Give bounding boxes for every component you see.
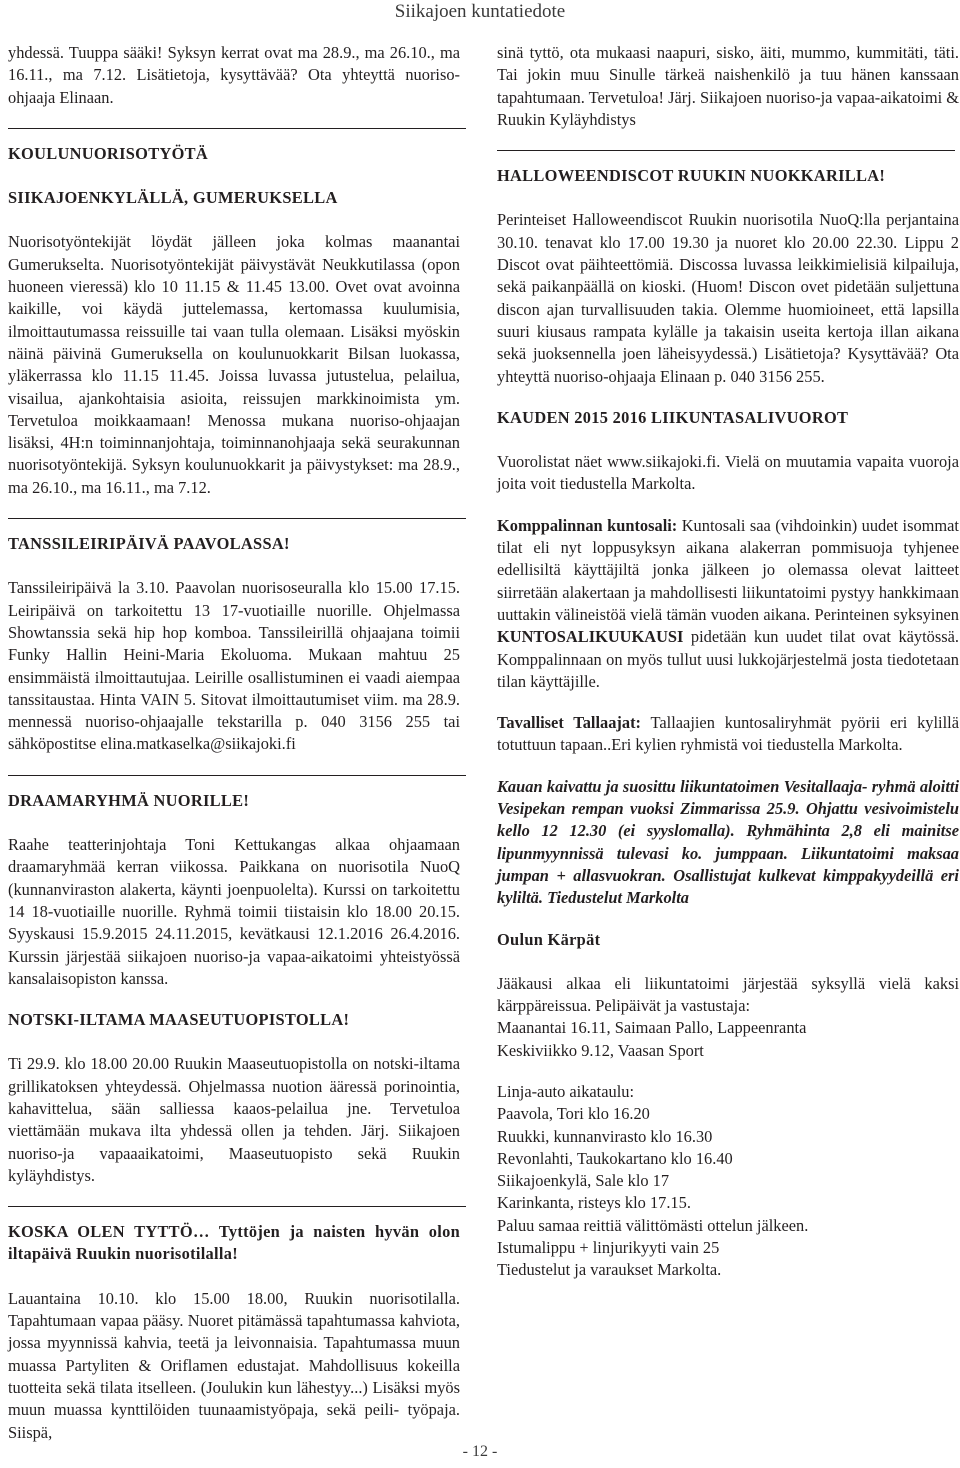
bus-line: Linja-auto aikataulu: xyxy=(497,1081,634,1101)
liikuntasalivuorot-section xyxy=(497,407,959,496)
tallaajat-lead: Tavalliset Tallaajat: xyxy=(497,713,641,733)
karpat-game: Keskiviikko 9.12, Vaasan Sport xyxy=(497,1040,704,1060)
bus-line: Ruukki, kunnanvirasto klo 16.30 xyxy=(497,1126,713,1146)
halloween-body: Perinteiset Halloweendiscot Ruukin nuorisotila NuoQ:lla perjantaina 30.10. tenavat klo 17.00 19.30 ja nuoret klo 20.00 22.30. Lippu 2 Discot ovat päihteettömiä. Discossa luvassa leikkimielisiä kilpailuja, sekä paikanpäällä on kioski. (Huom! Discon ovet pidetään suljettuna discon ajan turvallisuuden takia. Olemme huomioineet, että lapsilla suuri kiusaus rampata kylälle ja takaisin useita kertoja illan aikana sekä juoksennella joen läheisyydessä.) Lisätietoja? Kysyttävää? Ota yhteyttä nuoriso-ohjaaja Elinaan p. 040 3156 255. xyxy=(497,210,959,386)
right-column xyxy=(497,42,959,1301)
karpat-body: Jääkausi alkaa eli liikuntatoimi järjestää syksyllä vielä kaksi kärppäreissua. Pelipäivät ja vastustaja: xyxy=(497,973,959,1016)
bus-line: Revonlahti, Taukokartano klo 16.40 xyxy=(497,1148,733,1168)
bus-line: Paavola, Tori klo 16.20 xyxy=(497,1104,650,1124)
tytto-section xyxy=(8,1221,460,1444)
koulunuorisotyo-heading-1: KOULUNUORISOTYÖTÄ xyxy=(8,143,208,163)
komppalinna-body-2: pidetään kun uudet tilat ovat käytössä. Komppalinnaan on myös tullut uusi lukkojärjestelmä josta tiedotetaan tilan käyttäjille. xyxy=(497,627,959,691)
bus-line: Paluu samaa reittiä välittömästi ottelun jälkeen. xyxy=(497,1215,809,1235)
page-number: - 12 - xyxy=(462,1443,498,1460)
liikuntasalivuorot-heading: KAUDEN 2015 2016 LIIKUNTASALIVUOROT xyxy=(497,407,849,427)
komppalinna-section xyxy=(497,515,959,693)
tallaajat-paragraph xyxy=(497,712,959,757)
tytto-body: Lauantaina 10.10. klo 15.00 18.00, Ruukin nuorisotilalla. Tapahtumaan vapaa pääsy. Nuoret pitämässä tapahtumassa kahviota, jossa myynnissä kahvia, teetä ja leivonnaisia. Tapahtumassa muun muassa Partyliten & Oriflamen edustajat. Mahdollisuus kokeilla tuotteita sekä tilata itselleen. (Joulukin kun lähestyy...) Lisäksi myös muun muassa kynttilöiden tuunaamistyöpaja, sekä peili- työpaja. Siispä, xyxy=(8,1288,460,1442)
komppalinna-paragraph xyxy=(497,515,959,693)
intro-text-right xyxy=(497,42,959,131)
draamaryhma-body: Raahe teatterinjohtaja Toni Kettukangas alkaa ohjaamaan draamaryhmää kerran viikossa. Paikkana on nuorisotila NuoQ (kunnanviraston alakerta, käynti joenpuolelta). Kurssi on tarkoitettu 14 18-vuotiaille nuorille. Ryhmä toimii tiistaisin klo 18.00 20.15. Syyskausi 15.9.2015 24.11.2015, kevätkausi 12.1.2016 26.4.2016. Kurssin järjestää siikajoen nuoriso-ja vapaa-aikatoimi yhteistyössä kansalaisopiston kanssa. xyxy=(8,835,460,988)
komppalinna-body-1: Kuntosali saa (vihdoinkin) uudet isommat tilat eli nyt loppusyksyn aikana alakerran pommisuoja tyhjenee edellisiltä käyttäjiltä jonka jälkeen jo olemassa olevat laitteet siirretään alakertaan ja mahdollisesti liikuntatoimi pystyy hankkimaan uuttakin välineistöä vielä tämän vuoden aikana. Perinteinen syksyinen xyxy=(497,515,959,624)
draamaryhma-heading: DRAAMARYHMÄ NUORILLE! xyxy=(8,790,250,810)
tanssileiri-body: Tanssileiripäivä la 3.10. Paavolan nuorisoseuralla klo 15.00 17.15. Leiripäivä on tarkoitettu 13 17-vuotiaille nuorille. Ohjelmassa Showtanssia sekä hip hop komboa. Tanssileirillä ohjaajana toimii Funky Hallin Heini-Maria Ekoluoma. Mukaan mahtuu 25 ensimmäistä ilmoittautujaa. Leirille osallistuminen ei vaadi aiempaa tanssitaustaa. Hinta VAIN 5. Sitovat ilmoittautumiset viim. ma 28.9. mennessä nuoriso-ohjaajalle tekstarilla p. 040 3156 255 tai sähköpostitse elina.matkaselka@siikajoki.fi xyxy=(8,578,460,754)
left-column xyxy=(8,42,460,1463)
masthead: Siikajoen kuntatiedote xyxy=(394,1,566,22)
karpat-games-list xyxy=(497,1017,959,1062)
halloween-section xyxy=(497,165,959,388)
section-divider xyxy=(497,150,955,151)
kuntosalikuukausi-label: KUNTOSALIKUUKAUSI xyxy=(497,627,684,647)
koulunuorisotyo-section xyxy=(8,143,460,499)
notski-section xyxy=(8,1009,460,1187)
intro-right-paragraph: sinä tyttö, ota mukaasi naapuri, sisko, äiti, mummo, kummitäti, täti. Tai jokin muu Sinulle tärkeä naishenkilö ja tuu hänen kanssaan tapahtumaan. Tervetuloa! Järj. Siikajoen nuoriso-ja vapaa-aikatoimi & Ruukin Kyläyhdistys xyxy=(497,43,959,129)
tanssileiri-section xyxy=(8,533,460,756)
draamaryhma-section xyxy=(8,790,460,990)
koulunuorisotyo-heading-2: SIIKAJOENKYLÄLLÄ, GUMERUKSELLA xyxy=(8,188,338,208)
koulunuorisotyo-body: Nuorisotyöntekijät löydät jälleen joka kolmas maanantai Gumerukselta. Nuorisotyöntekijät päivystävät Neukkutilassa (opon huoneen vieressä) klo 10 11.15 & 11.45 13.00. Ovet ovat avoinna kaikille, voi käydä juttelemassa, kertomassa kuulumisia, ilmoittautumassa reissuille tai vaan tulla olemaan. Lisäksi myöskin näinä päivinä Gumeruksella on koulunuokkarit Bilsan luokassa, yläkerrassa klo 11.15 11.45. Joissa luvassa jutustelua, pelailua, visailua, ajankohtaisia asioita, reissujen markkinoimista ym. Tervetuloa moikkaamaan! Menossa mukana nuoriso-ohjaajan lisäksi, 4H:n toiminnanjohtaja, toiminnanohjaaja sekä seurakunnan nuorisotyöntekijä. Syksyn koulunuokkarit ja päivystykset: ma 28.9., ma 26.10., ma 16.11., ma 7.12. xyxy=(8,232,460,497)
liikuntasalivuorot-body: Vuorolistat näet www.siikajoki.fi. Vielä on muutamia vapaita vuoroja joita voit tiedustella Markolta. xyxy=(497,452,959,494)
intro-text-left xyxy=(8,42,460,109)
karpat-game: Maanantai 16.11, Saimaan Pallo, Lappeenranta xyxy=(497,1018,807,1038)
section-divider xyxy=(8,775,466,776)
section-divider xyxy=(8,128,466,129)
notski-heading: NOTSKI-ILTAMA MAASEUTUOPISTOLLA! xyxy=(8,1010,350,1030)
bus-schedule xyxy=(497,1081,959,1282)
tanssileiri-heading: TANSSILEIRIPÄIVÄ PAAVOLASSA! xyxy=(8,534,290,554)
vesitallaaja-body: Kauan kaivattu ja suosittu liikuntatoimen Vesitallaaja- ryhmä aloitti Vesipekan rempan vuoksi Zimmarissa 25.9. Ohjattu vesivoimistelu kello 12 12.30 (ei syyslomalla). Ryhmähinta 2,8 eli mainitse lipunmyynnissä tulevasi ko. jumppaan. Liikuntatoimi maksaa jumpan + allasvuokran. Osallistujat kulkevat kimppakyydeillä eri kyliltä. Tiedustelut Markolta xyxy=(497,776,959,908)
notski-body: Ti 29.9. klo 18.00 20.00 Ruukin Maaseutuopistolla on notski-iltama grillikatoksen yhteydessä. Ohjelmassa nuotion ääressä porinointia, kahavittelua, sään salliessa kaaos-pelailua jne. Tervetuloa viettämään mukava ilta yhdessä ollen ja tehden. Järj. Siikajoen nuoriso-ja vapaaaikatoimi, Maaseutuopisto sekä Ruukin kyläyhdistys. xyxy=(8,1054,460,1185)
section-divider xyxy=(8,1206,466,1207)
vesitallaaja-section xyxy=(497,776,959,910)
section-divider xyxy=(8,518,466,519)
karpat-heading: Oulun Kärpät xyxy=(497,929,601,949)
bus-line: Siikajoenkylä, Sale klo 17 xyxy=(497,1171,670,1191)
halloween-heading: HALLOWEENDISCOT RUUKIN NUOKKARILLA! xyxy=(497,166,886,186)
komppalinna-lead: Komppalinnan kuntosali: xyxy=(497,515,678,535)
bus-line: Istumalippu + linjurikyyti vain 25 xyxy=(497,1238,720,1258)
intro-paragraph: yhdessä. Tuuppa sääki! Syksyn kerrat ovat ma 28.9., ma 26.10., ma 16.11., ma 7.12. Lisätietoja, kysyttävää? Ota yhteyttä nuoriso-ohjaaja Elinaan. xyxy=(8,43,460,107)
karpat-section xyxy=(497,929,959,1062)
tallaajat-section xyxy=(497,712,959,757)
bus-line: Karinkanta, risteys klo 17.15. xyxy=(497,1193,691,1213)
tytto-heading: KOSKA OLEN TYTTÖ… Tyttöjen ja naisten hyvän olon iltapäivä Ruukin nuorisotilalla! xyxy=(8,1222,460,1264)
tallaajat-body: Tallaajien kuntosaliryhmät pyörii eri kylillä totuttuun tapaan..Eri kylien ryhmistä voi tiedustella Markolta. xyxy=(497,713,959,755)
bus-line: Tiedustelut ja varaukset Markolta. xyxy=(497,1260,722,1280)
